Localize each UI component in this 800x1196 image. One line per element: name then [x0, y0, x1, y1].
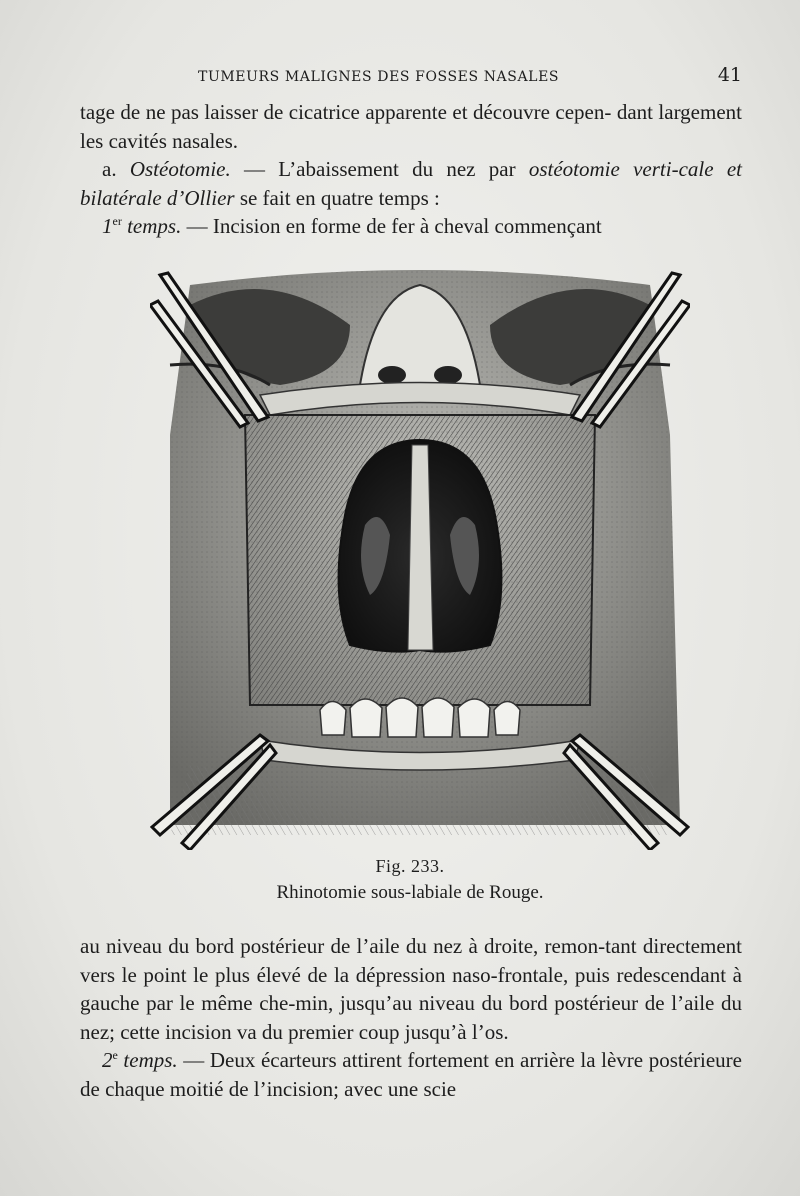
paragraph-continuation — [80, 98, 742, 155]
text-run: — Incision en forme de fer à cheval commençant — [181, 214, 602, 238]
paragraph-osteotomie — [80, 155, 742, 212]
right-nostril — [434, 366, 462, 384]
paragraph-temps-2 — [80, 1046, 742, 1103]
para-label: a. — [102, 157, 130, 181]
step-ordinal: er — [112, 214, 122, 228]
text-line: dant largement les cavités nasales. — [80, 100, 742, 153]
paragraph-temps-1 — [80, 212, 742, 241]
bottom-text-block — [80, 932, 742, 1103]
figure-number: Fig. 233. — [375, 856, 445, 876]
figure-caption: Rhinotomie sous-labiale de Rouge. — [276, 882, 544, 903]
nasal-septum — [408, 445, 433, 650]
running-title: TUMEURS MALIGNES DES FOSSES NASALES — [198, 69, 560, 85]
paragraph-incision: au niveau du bord postérieur de l’aile du nez à droite, remon-tant directement vers le point le plus élevé de la dépression naso-frontale, puis redescendant à gauche par le même che-min, jusqu’au niveau du bord postérieur de l’aile du nez; cette incision va du premier coup jusqu’à l’os. — [80, 934, 742, 1044]
step-label: temps. — [121, 214, 182, 238]
text-line: tage de ne pas laisser de cicatrice apparente et découvre cepen- — [80, 100, 612, 124]
step-ordinal: e — [112, 1048, 118, 1062]
step-number: 2 — [102, 1048, 113, 1072]
rhinotomy-engraving — [150, 265, 690, 850]
left-nostril — [378, 366, 406, 384]
para-heading: Ostéotomie. — [129, 157, 231, 181]
text-run: — L’abaissement du nez par — [230, 157, 529, 181]
step-label: temps. — [117, 1048, 178, 1072]
anatomical-illustration — [150, 265, 690, 850]
running-head — [80, 64, 742, 86]
text-run: se fait en quatre temps : — [234, 185, 440, 210]
text-run: — Deux écarteurs attirent fortement en arrière la lèvre postérieure de chaque moitié de l’incision; avec une scie — [80, 1048, 742, 1101]
page-number: 41 — [717, 64, 742, 86]
step-number: 1 — [102, 214, 113, 238]
italic-term: ostéotomie verti-cale et bilatérale d’Ollier — [80, 157, 742, 210]
top-text-block — [80, 98, 742, 241]
